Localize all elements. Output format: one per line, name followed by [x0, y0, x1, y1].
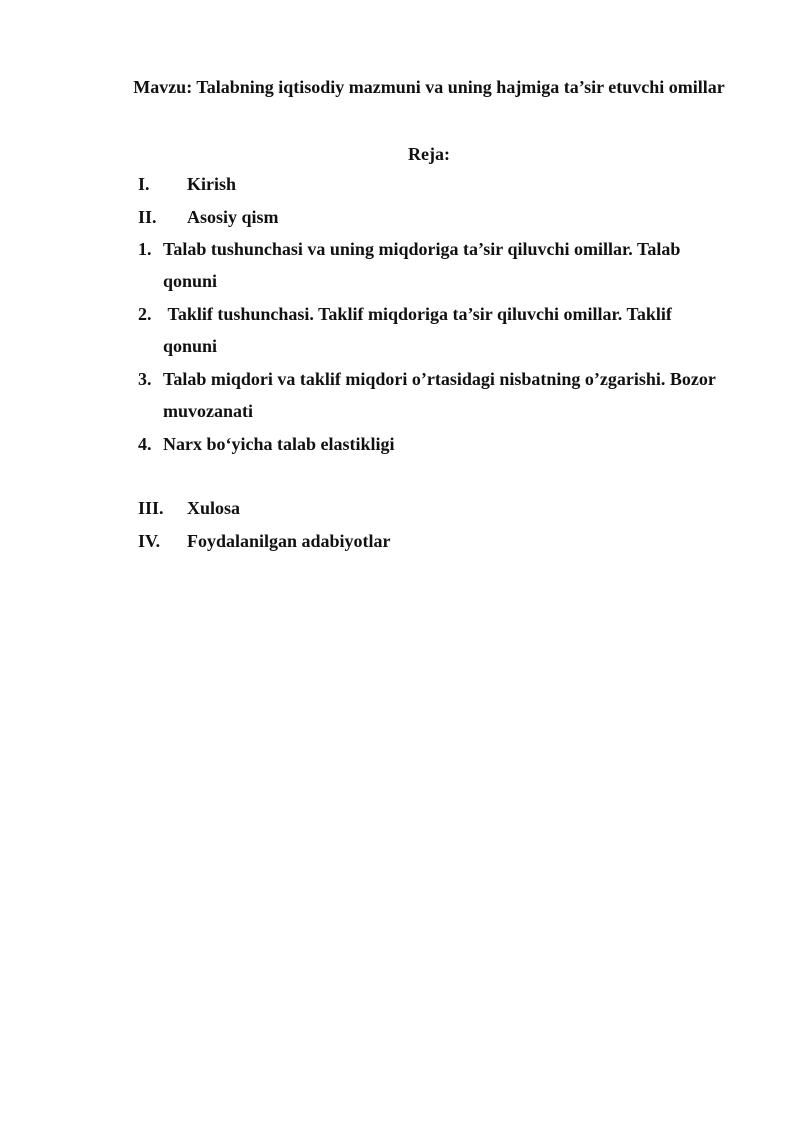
- subitem-number: 2.: [138, 304, 152, 324]
- plan-item-intro: [138, 168, 236, 200]
- subitem-1: [138, 233, 723, 297]
- subitem-text: Talab miqdori va taklif miqdori o’rtasidagi nisbatning o’zgarishi. Bozor muvozanati: [163, 369, 716, 421]
- plan-item-number: III.: [138, 498, 164, 518]
- subitem-2: [138, 298, 723, 362]
- plan-item-label: Kirish: [187, 174, 237, 194]
- plan-item-label: Foydalanilgan adabiyotlar: [187, 531, 391, 551]
- subitem-4: [138, 428, 748, 460]
- plan-item-label: Xulosa: [187, 498, 241, 518]
- subitem-number: 4.: [138, 434, 152, 454]
- subitem-number: 1.: [138, 239, 152, 259]
- plan-item-conclusion: [138, 492, 240, 524]
- plan-item-references: [138, 525, 391, 557]
- subitem-text: Talab tushunchasi va uning miqdoriga ta’sir qiluvchi omillar. Talab qonuni: [163, 239, 681, 291]
- subitem-number: 3.: [138, 369, 152, 389]
- subitem-3: [138, 363, 750, 427]
- page-title: Mavzu: Talabning iqtisodiy mazmuni va uning hajmiga ta’sir etuvchi omillar: [133, 77, 725, 97]
- plan-item-number: I.: [138, 174, 150, 194]
- plan-item-main: [138, 201, 279, 233]
- subitem-text: Taklif tushunchasi. Taklif miqdoriga ta’sir qiluvchi omillar. Taklif qonuni: [163, 304, 677, 356]
- plan-item-label: Asosiy qism: [187, 207, 279, 227]
- plan-item-number: IV.: [138, 531, 161, 551]
- subitem-text: Narx bo‘yicha talab elastikligi: [163, 434, 395, 454]
- plan-heading: Reja:: [408, 144, 450, 164]
- plan-item-number: II.: [138, 207, 157, 227]
